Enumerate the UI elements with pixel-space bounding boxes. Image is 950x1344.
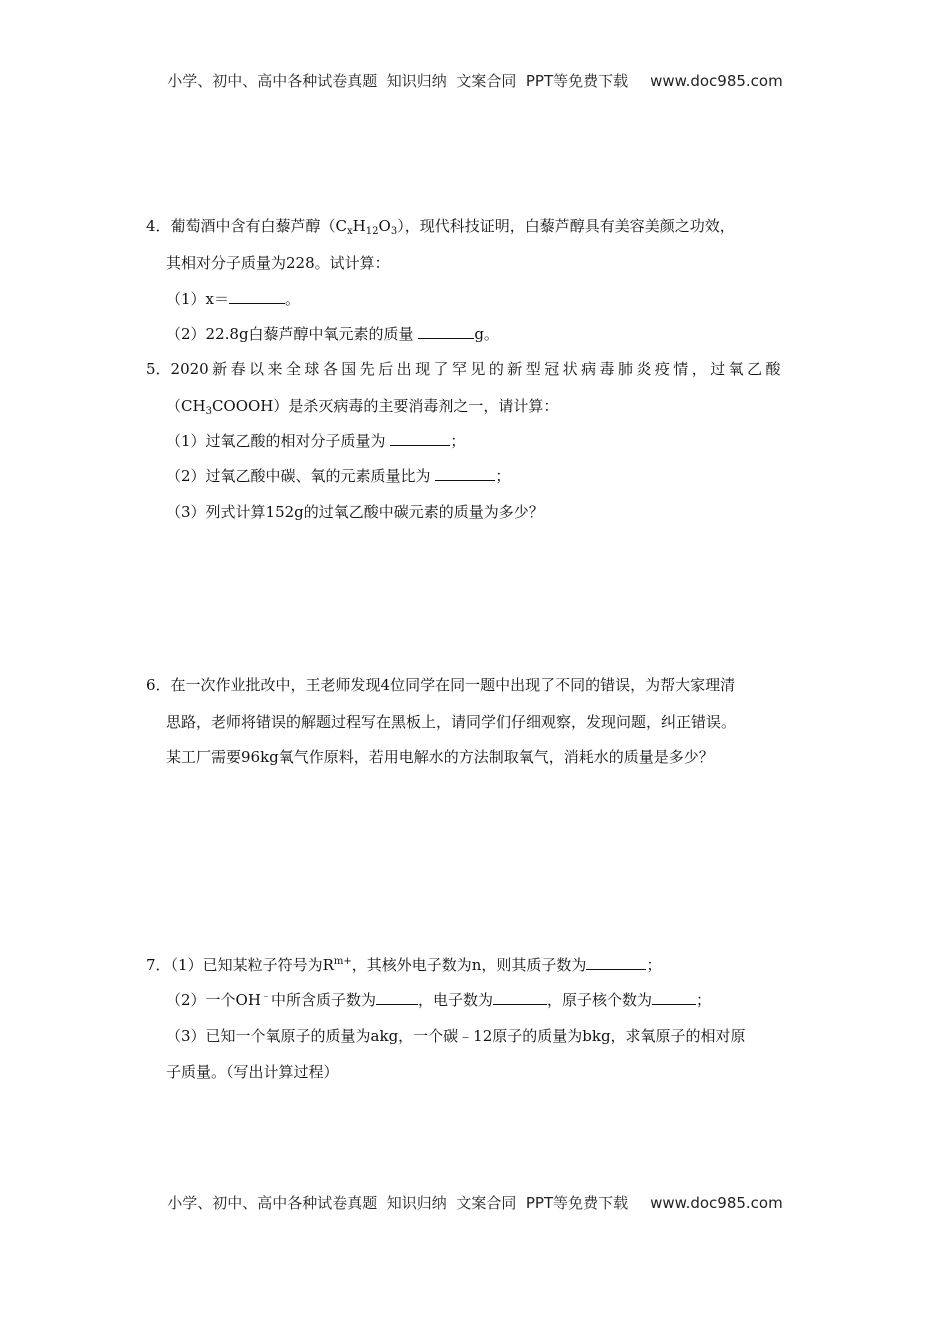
q5-line1: 5．2020新春以来全球各国先后出现了罕见的新型冠状病毒肺炎疫情，过氧乙酸	[146, 360, 781, 378]
q7-part3: （3）已知一个氧原子的质量为akg，一个碳﹣12原子的质量为bkg，求氧原子的相对原	[166, 1027, 746, 1045]
q5-line2: $(CH_3COOOH)$是杀灭病毒的主要消毒剂之一，请计算：	[166, 397, 559, 417]
q6-line1: 6．在一次作业批改中，王老师发现4位同学在同一题中出现了不同的错误，为帮大家理清	[146, 676, 736, 694]
answer-blank[interactable]	[418, 324, 474, 339]
q6-line2: 思路，老师将错误的解题过程写在黑板上，请同学们仔细观察，发现问题，纠正错误。	[166, 713, 737, 731]
q4-number: 4．	[146, 217, 171, 235]
page-header	[0, 70, 950, 91]
q4-part1: （1）x＝ 。	[166, 290, 301, 308]
header-text: 小学、初中、高中各种试卷真题 知识归纳 文案合同 PPT等免费下载	[167, 72, 629, 90]
footer-site[interactable]: www.doc985.com	[650, 1194, 783, 1212]
answer-blank[interactable]	[229, 289, 285, 304]
q5-part3: （3）列式计算152g的过氧乙酸中碳元素的质量为多少？	[166, 503, 544, 521]
q7-part3-cont: 子质量。（写出计算过程）	[166, 1063, 339, 1081]
header-site[interactable]: www.doc985.com	[650, 72, 783, 90]
answer-blank[interactable]	[376, 990, 418, 1005]
q5-part1: （1）过氧乙酸的相对分子质量为 ；	[166, 432, 466, 450]
q7-part2: （2）一个OH﹣中所含质子数为 ，电子数为 ，原子核个数为 ；	[166, 991, 711, 1009]
q7-number: 7．	[146, 956, 171, 974]
answer-blank[interactable]	[435, 466, 495, 481]
q5-number: 5．	[146, 360, 171, 378]
answer-blank[interactable]	[586, 955, 646, 970]
answer-blank[interactable]	[652, 990, 696, 1005]
q6-line3: 某工厂需要96kg氧气作原料，若用电解水的方法制取氧气，消耗水的质量是多少？	[166, 748, 714, 766]
q4-line2: 其相对分子质量为228。试计算：	[166, 254, 390, 272]
q7-part1: 7．（1）已知某粒子符号为$R^{m+}$，其核外电子数为n，则其质子数为 ；	[146, 956, 662, 974]
answer-blank[interactable]	[493, 990, 547, 1005]
q6-number: 6．	[146, 676, 171, 694]
footer-text: 小学、初中、高中各种试卷真题 知识归纳 文案合同 PPT等免费下载	[167, 1194, 629, 1212]
q4-part2: （2）22.8g白藜芦醇中氧元素的质量 g。	[166, 325, 499, 343]
page-footer	[0, 1192, 950, 1213]
q5-part2: （2）过氧乙酸中碳、氧的元素质量比为 ；	[166, 467, 511, 485]
q4-line1: 4．葡萄酒中含有白藜芦醇$(C_xH_{12}O_3)$，现代科技证明，白藜芦醇具有美容美颜之功效，	[146, 217, 735, 237]
answer-blank[interactable]	[390, 431, 450, 446]
